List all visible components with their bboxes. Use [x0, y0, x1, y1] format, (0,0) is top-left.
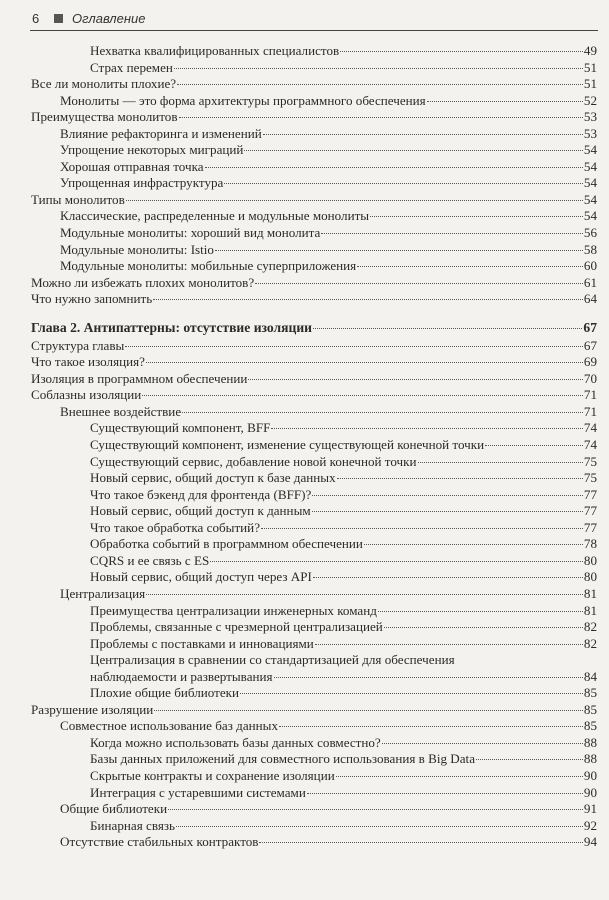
toc-entry-page: 92	[583, 817, 597, 833]
toc-entry	[31, 487, 597, 504]
toc-entry	[31, 354, 597, 371]
toc-entry-page: 53	[583, 125, 597, 141]
dot-leader	[125, 345, 583, 347]
toc-entry-title: Новый сервис, общий доступ через API	[90, 569, 312, 585]
toc-entry-title: Классические, распределенные и модульные монолиты	[60, 208, 370, 224]
toc-entry	[31, 553, 597, 570]
toc-entry-page: 77	[583, 486, 597, 502]
toc-entry	[31, 470, 597, 487]
toc-entry-page: 85	[583, 701, 597, 717]
toc-entry	[31, 536, 597, 553]
dot-leader	[142, 394, 583, 396]
toc-entry-page: 91	[583, 801, 597, 817]
toc-entry-page: 53	[583, 109, 597, 125]
table-of-contents	[31, 43, 597, 851]
toc-entry-page: 60	[583, 258, 597, 274]
toc-entry	[31, 387, 597, 404]
toc-entry-page: 56	[583, 225, 597, 241]
toc-entry	[31, 718, 597, 735]
toc-entry-page: 85	[583, 718, 597, 734]
dot-leader	[210, 560, 583, 562]
toc-entry	[31, 569, 597, 586]
dot-leader	[182, 411, 583, 413]
dot-leader	[176, 825, 583, 827]
toc-entry	[31, 818, 597, 835]
toc-entry-page: 54	[583, 175, 597, 191]
dot-leader	[370, 215, 583, 217]
dot-leader	[177, 83, 583, 85]
dot-leader	[174, 67, 583, 69]
square-marker-icon	[54, 14, 63, 23]
toc-entry-title: Существующий компонент, изменение существующей конечной точки	[90, 437, 485, 453]
toc-entry-page: 77	[583, 519, 597, 535]
dot-leader	[321, 232, 583, 234]
dot-leader	[154, 709, 583, 711]
toc-entry	[31, 603, 597, 620]
toc-entry-title: Структура главы	[31, 337, 125, 353]
toc-entry-title: Влияние рефакторинга и изменений	[60, 125, 262, 141]
toc-entry-title: Что такое изоляция?	[31, 354, 145, 370]
toc-entry-title: Проблемы с поставками и инновациями	[90, 635, 314, 651]
toc-entry-page: 61	[583, 274, 597, 290]
toc-entry	[31, 175, 597, 192]
toc-entry-title: Модульные монолиты: хороший вид монолита	[60, 225, 321, 241]
toc-entry-page: 71	[583, 387, 597, 403]
dot-leader	[382, 742, 583, 744]
toc-entry-title: Страх перемен	[90, 59, 173, 75]
toc-entry-title: Совместное использование баз данных	[60, 718, 279, 734]
toc-entry	[31, 586, 597, 603]
dot-leader	[307, 792, 583, 794]
toc-entry-page: 75	[583, 453, 597, 469]
toc-entry-page: 88	[583, 751, 597, 767]
toc-entry-page: 71	[583, 403, 597, 419]
dot-leader	[364, 543, 583, 545]
toc-entry	[31, 159, 597, 176]
dot-leader	[153, 298, 583, 300]
toc-entry	[31, 702, 597, 719]
dot-leader	[312, 510, 583, 512]
toc-entry	[31, 258, 597, 275]
toc-entry-title: наблюдаемости и развертывания	[90, 668, 273, 684]
toc-entry-title: Нехватка квалифицированных специалистов	[90, 43, 340, 58]
toc-entry	[31, 785, 597, 802]
toc-entry	[31, 126, 597, 143]
dot-leader	[205, 166, 583, 168]
toc-entry-title: Что такое бэкенд для фронтенда (BFF)?	[90, 486, 312, 502]
toc-entry	[31, 652, 597, 669]
toc-entry-title: Типы монолитов	[31, 191, 125, 207]
toc-spacer	[31, 308, 597, 318]
toc-entry	[31, 76, 597, 93]
page-number: 6	[32, 11, 40, 26]
toc-entry-title: Новый сервис, общий доступ к базе данных	[90, 470, 336, 486]
toc-entry-title: Плохие общие библиотеки	[90, 685, 240, 701]
dot-leader	[259, 841, 582, 843]
toc-entry-page: 54	[583, 191, 597, 207]
toc-entry-title: Монолиты — это форма архитектуры программного обеспечения	[60, 92, 426, 108]
toc-entry	[31, 43, 597, 60]
toc-entry-title: Модульные монолиты: мобильные суперприложения	[60, 258, 357, 274]
dot-leader	[427, 100, 583, 102]
toc-entry-page: 69	[583, 354, 597, 370]
dot-leader	[485, 444, 583, 446]
toc-entry-page: 51	[583, 59, 597, 75]
toc-entry-title: Разрушение изоляции	[31, 701, 154, 717]
toc-entry-title: Все ли монолиты плохие?	[31, 76, 177, 92]
toc-entry	[31, 60, 597, 77]
toc-entry-page: 75	[583, 470, 597, 486]
dot-leader	[240, 692, 583, 694]
dot-leader	[384, 626, 583, 628]
toc-entry-page: 54	[583, 208, 597, 224]
toc-entry-title: Существующий сервис, добавление новой конечной точки	[90, 453, 417, 469]
toc-entry-title: Централизация в сравнении со стандартизацией для обеспечения	[90, 652, 455, 668]
dot-leader	[271, 427, 583, 429]
toc-entry-title: Преимущества централизации инженерных команд	[90, 602, 377, 618]
toc-entry-title: Упрощенная инфраструктура	[60, 175, 224, 191]
toc-entry-page: 90	[583, 784, 597, 800]
toc-entry-title: Общие библиотеки	[60, 801, 168, 817]
toc-entry-title: Что нужно запомнить	[31, 291, 153, 307]
toc-entry-title: Проблемы, связанные с чрезмерной централизацией	[90, 619, 383, 635]
toc-entry-title: Преимущества монолитов	[31, 109, 178, 125]
toc-entry-page: 54	[583, 158, 597, 174]
toc-entry	[31, 801, 597, 818]
toc-entry-title: Новый сервис, общий доступ к данным	[90, 503, 311, 519]
toc-entry	[31, 242, 597, 259]
toc-entry-page: 52	[583, 92, 597, 108]
toc-entry-title: Отсутствие стабильных контрактов	[60, 834, 259, 850]
toc-entry	[31, 636, 597, 653]
dot-leader	[337, 477, 583, 479]
toc-entry-page: 80	[583, 552, 597, 568]
page-header	[30, 8, 598, 31]
toc-entry-title: Глава 2. Антипаттерны: отсутствие изоляции	[31, 319, 313, 335]
toc-entry-title: Хорошая отправная точка	[60, 158, 204, 174]
toc-entry	[31, 225, 597, 242]
toc-entry	[31, 669, 597, 686]
toc-entry-page: 74	[583, 437, 597, 453]
toc-entry	[31, 834, 597, 851]
dot-leader	[168, 808, 583, 810]
toc-entry-title: Соблазны изоляции	[31, 387, 142, 403]
toc-entry	[31, 503, 597, 520]
dot-leader	[244, 149, 582, 151]
dot-leader	[315, 643, 583, 645]
dot-leader	[476, 758, 583, 760]
toc-entry	[31, 520, 597, 537]
toc-entry	[31, 208, 597, 225]
toc-entry-page: 64	[583, 291, 597, 307]
dot-leader	[340, 50, 583, 52]
toc-entry-title: Обработка событий в программном обеспечении	[90, 536, 363, 552]
dot-leader	[248, 378, 582, 380]
running-title: Оглавление	[72, 11, 146, 26]
toc-entry-title: Упрощение некоторых миграций	[60, 142, 244, 158]
toc-entry-page: 74	[583, 420, 597, 436]
dot-leader	[336, 775, 583, 777]
toc-entry-page: 85	[583, 685, 597, 701]
toc-entry-title: CQRS и ее связь с ES	[90, 552, 210, 568]
toc-entry-page: 54	[583, 142, 597, 158]
toc-entry-title: Можно ли избежать плохих монолитов?	[31, 274, 255, 290]
dot-leader	[313, 576, 583, 578]
toc-entry-title: Что такое обработка событий?	[90, 519, 261, 535]
toc-entry	[31, 275, 597, 292]
dot-leader	[357, 265, 583, 267]
dot-leader	[146, 593, 583, 595]
toc-entry-page: 81	[583, 602, 597, 618]
toc-entry	[31, 109, 597, 126]
toc-entry-title: Бинарная связь	[90, 817, 175, 833]
toc-entry-title: Изоляция в программном обеспечении	[31, 370, 248, 386]
toc-entry-page: 84	[583, 668, 597, 684]
dot-leader	[126, 199, 583, 201]
dot-leader	[261, 527, 583, 529]
dot-leader	[215, 249, 583, 251]
toc-entry-title: Базы данных приложений для совместного использования в Big Data	[90, 751, 476, 767]
toc-entry-page: 67	[583, 319, 597, 335]
toc-entry	[31, 404, 597, 421]
toc-entry-title: Модульные монолиты: Istio	[60, 241, 214, 257]
dot-leader	[274, 676, 583, 678]
toc-entry	[31, 735, 597, 752]
toc-entry-page: 81	[583, 585, 597, 601]
toc-entry	[31, 192, 597, 209]
toc-entry-page: 51	[583, 76, 597, 92]
dot-leader	[279, 725, 583, 727]
toc-entry-page: 49	[583, 43, 597, 58]
toc-entry-title: Скрытые контракты и сохранение изоляции	[90, 767, 335, 783]
toc-entry	[31, 454, 597, 471]
toc-entry-page: 78	[583, 536, 597, 552]
toc-entry-page: 58	[583, 241, 597, 257]
toc-entry	[31, 291, 597, 308]
toc-entry-title: Существующий компонент, BFF	[90, 420, 271, 436]
toc-entry-page: 82	[583, 635, 597, 651]
toc-entry	[31, 142, 597, 159]
dot-leader	[263, 133, 583, 135]
dot-leader	[418, 461, 583, 463]
toc-entry	[31, 685, 597, 702]
dot-leader	[378, 610, 583, 612]
toc-entry-page: 77	[583, 503, 597, 519]
dot-leader	[312, 494, 583, 496]
toc-entry	[31, 420, 597, 437]
toc-entry-page: 82	[583, 619, 597, 635]
toc-entry	[31, 751, 597, 768]
dot-leader	[146, 361, 583, 363]
toc-entry	[31, 338, 597, 355]
toc-entry-title: Когда можно использовать базы данных совместно?	[90, 734, 381, 750]
dot-leader	[179, 116, 583, 118]
dot-leader	[255, 282, 583, 284]
dot-leader	[313, 327, 582, 329]
toc-entry-page: 67	[583, 337, 597, 353]
toc-entry-title: Внешнее воздействие	[60, 403, 182, 419]
toc-entry-page: 80	[583, 569, 597, 585]
dot-leader	[224, 182, 583, 184]
toc-entry-page: 94	[583, 834, 597, 850]
toc-entry-page: 90	[583, 767, 597, 783]
toc-entry	[31, 768, 597, 785]
toc-entry-page: 88	[583, 734, 597, 750]
toc-entry	[31, 93, 597, 110]
toc-entry-page: 70	[583, 370, 597, 386]
toc-entry	[31, 619, 597, 636]
toc-entry-title: Централизация	[60, 585, 146, 601]
toc-entry	[31, 371, 597, 388]
toc-chapter-heading	[31, 318, 597, 338]
toc-entry-title: Интеграция с устаревшими системами	[90, 784, 306, 800]
toc-entry	[31, 437, 597, 454]
